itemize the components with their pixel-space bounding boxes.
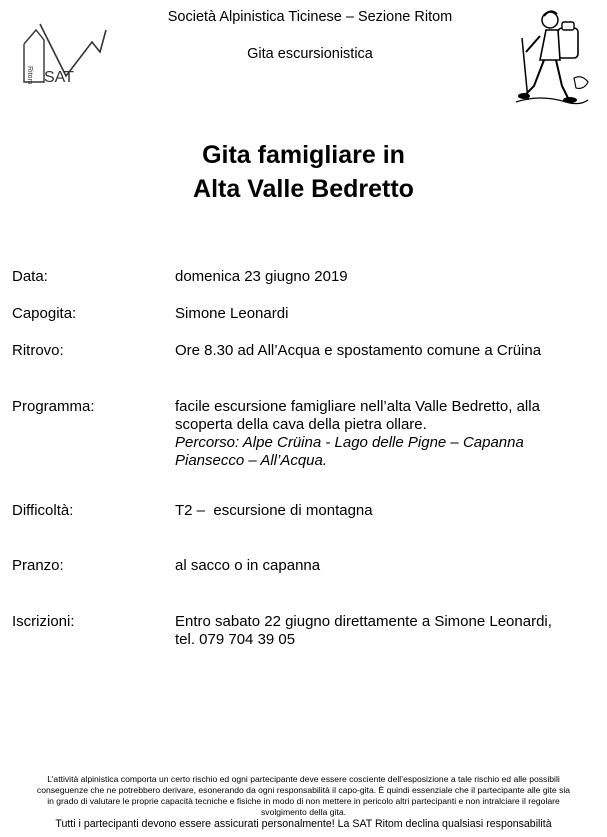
detail-value [175,613,595,649]
detail-value: domenica 23 giugno 2019 [175,268,348,285]
detail-value: Simone Leonardi [175,305,289,322]
page-title [40,138,567,206]
organization-header: Società Alpinistica Ticinese – Sezione Ritom [167,9,453,25]
disclaimer-line: L’attività alpinistica comporta un certo rischio ed ogni partecipante deve essere cosciente dell’esposizione a tale rischio ed alle possibili [47,774,560,784]
insurance-notice: Tutti i partecipanti devono essere assicurati personalmente! La SAT Ritom declina qualsiasi responsabilità [55,818,552,830]
title-line-1: Gita famigliare in [202,141,405,169]
title-line-2: Alta Valle Bedretto [193,175,414,203]
detail-label: Difficoltà: [12,502,74,519]
detail-value: T2 – escursione di montagna [175,502,373,519]
percorso-line: Piansecco – All’Acqua. [175,452,328,469]
detail-label: Ritrovo: [12,342,64,359]
iscrizioni-line: Entro sabato 22 giugno direttamente a Simone Leonardi, [175,613,552,630]
disclaimer-line: svolgimento della gita. [260,807,347,817]
sat-ritom-logo [20,20,110,90]
hiker-illustration [510,8,592,106]
detail-value [175,398,595,470]
percorso-line: Percorso: Alpe Crüina - Lago delle Pigne – Capanna [175,434,524,451]
disclaimer-line: in grado di valutare le proprie capacità tecniche e fisiche in modo di non mettere in pericolo altri partecipanti e non intralciare il regolare [47,796,560,806]
programma-line: scoperta della cava della pietra ollare. [175,416,427,433]
detail-label: Programma: [12,398,95,415]
detail-label: Data: [12,268,48,285]
iscrizioni-line: tel. 079 704 39 05 [175,631,296,648]
detail-label: Capogita: [12,305,77,322]
detail-label: Pranzo: [12,557,64,574]
detail-value: al sacco o in capanna [175,557,321,574]
disclaimer-line: conseguenze che ne potrebbero derivare, esonerando da ogni responsabilità il capo-gita. È quindi essenziale che il partecipante alle gite sia [36,785,571,795]
detail-value: Ore 8.30 ad All’Acqua e spostamento comune a Crüina [175,342,542,359]
logo-text: SAT [44,69,74,86]
logo-sub-text: Ritom [26,66,33,85]
detail-label: Iscrizioni: [12,613,75,630]
disclaimer-footer [14,774,593,818]
programma-line: facile escursione famigliare nell’alta Valle Bedretto, alla [175,398,540,415]
document-subtitle: Gita escursionistica [247,46,373,62]
